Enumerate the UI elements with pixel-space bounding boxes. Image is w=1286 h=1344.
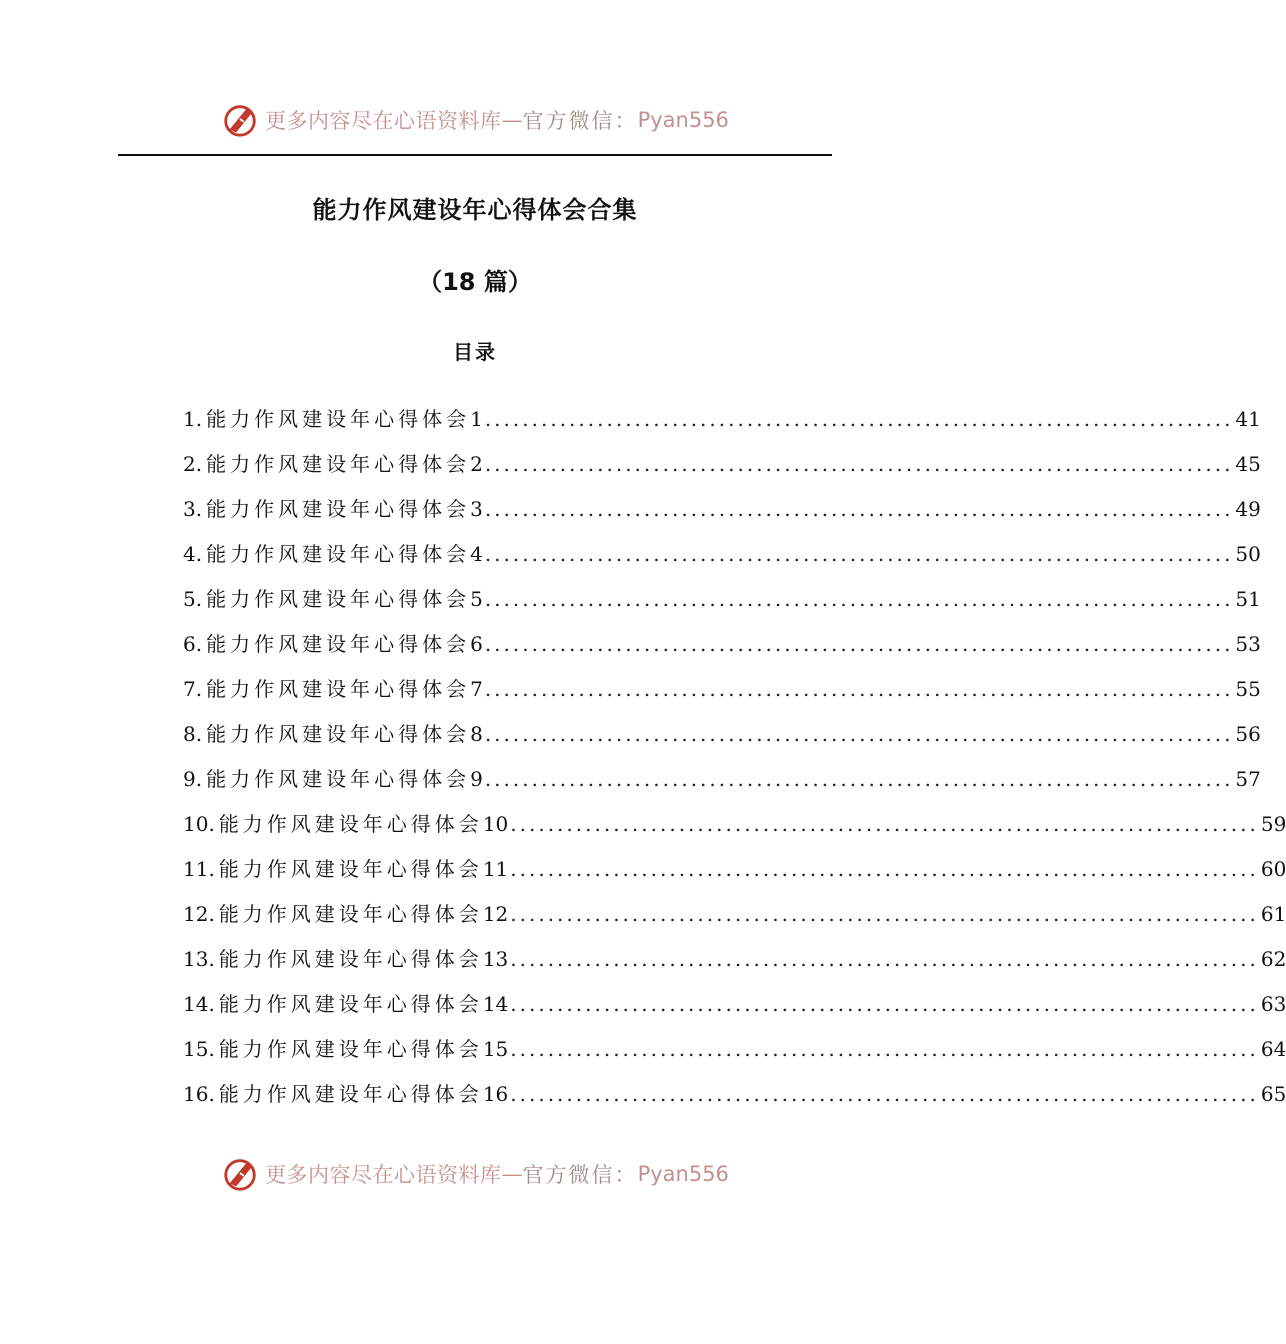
toc-entry[interactable] (183, 667, 1261, 712)
toc-entry-index: 11 (482, 857, 509, 881)
toc-entry[interactable] (183, 847, 1286, 892)
toc-entry-index: 14 (482, 992, 509, 1016)
toc-entry-label: 能力作风建设年心得体会 (218, 947, 483, 971)
toc-entry-index: 16 (482, 1082, 509, 1106)
toc-leader-dots: ................................................................................ (510, 812, 1259, 836)
toc-entry[interactable] (183, 622, 1261, 667)
toc-entry-label: 能力作风建设年心得体会 (206, 497, 471, 521)
toc-entry-label: 能力作风建设年心得体会 (218, 812, 483, 836)
toc-entry-number: 4. (183, 542, 203, 566)
toc-entry-label: 能力作风建设年心得体会 (218, 992, 483, 1016)
toc-entry-page: 55 (1235, 677, 1261, 701)
toc-entry-number: 2. (183, 452, 203, 476)
toc-entry-number: 15. (183, 1037, 215, 1061)
toc-entry-number: 8. (183, 722, 203, 746)
footer-banner (0, 1152, 950, 1196)
document-subtitle: （18 篇） (418, 268, 532, 296)
toc-entry-page: 61 (1260, 902, 1286, 926)
toc-entry[interactable] (183, 892, 1286, 937)
toc-entry-label: 能力作风建设年心得体会 (206, 587, 471, 611)
toc-entry-number: 7. (183, 677, 203, 701)
toc-entry-number: 16. (183, 1082, 215, 1106)
toc-entry[interactable] (183, 802, 1286, 847)
toc-entry-index: 4 (470, 542, 483, 566)
toc-leader-dots: ................................................................................ (510, 1082, 1259, 1106)
toc-entry-label: 能力作风建设年心得体会 (206, 677, 471, 701)
toc-entry[interactable] (183, 442, 1261, 487)
toc-leader-dots: ................................................................................ (484, 587, 1234, 611)
toc-entry-index: 6 (470, 632, 483, 656)
toc-entry-index: 5 (470, 587, 483, 611)
toc-entry-number: 13. (183, 947, 215, 971)
toc-entry-label: 能力作风建设年心得体会 (206, 542, 471, 566)
toc-entry-label: 能力作风建设年心得体会 (218, 1082, 483, 1106)
toc-entry-label: 能力作风建设年心得体会 (218, 902, 483, 926)
toc-leader-dots: ................................................................................ (484, 497, 1234, 521)
toc-entry-label: 能力作风建设年心得体会 (218, 1037, 483, 1061)
toc-entry-number: 11. (183, 857, 215, 881)
toc-entry-label: 能力作风建设年心得体会 (206, 767, 471, 791)
toc-entry-number: 3. (183, 497, 203, 521)
banner-text: 更多内容尽在心语资料库 (265, 1163, 502, 1187)
toc-entry-page: 51 (1235, 587, 1261, 611)
toc-entry-page: 56 (1235, 722, 1261, 746)
toc-entry-index: 15 (482, 1037, 509, 1061)
toc-entry-number: 6. (183, 632, 203, 656)
header-rule (118, 154, 832, 156)
toc-entry-page: 45 (1235, 452, 1261, 476)
toc-entry[interactable] (183, 487, 1261, 532)
banner-wechat-id: Pyan556 (637, 108, 729, 132)
toc-entry-index: 12 (482, 902, 509, 926)
toc-entry-page: 60 (1260, 857, 1286, 881)
toc-entry-number: 14. (183, 992, 215, 1016)
toc-entry-index: 9 (470, 767, 483, 791)
toc-entry[interactable] (183, 532, 1261, 577)
toc-entry-index: 3 (470, 497, 483, 521)
pen-logo-icon (221, 1155, 259, 1193)
toc-entry[interactable] (183, 397, 1261, 442)
toc-entry-label: 能力作风建设年心得体会 (206, 632, 471, 656)
toc-entry[interactable] (183, 1027, 1286, 1072)
toc-entry-label: 能力作风建设年心得体会 (206, 722, 471, 746)
banner-dash: — (501, 108, 523, 132)
toc-leader-dots: ................................................................................ (484, 767, 1234, 791)
toc-leader-dots: ................................................................................ (510, 992, 1259, 1016)
toc-entry-page: 62 (1260, 947, 1286, 971)
toc-entry-page: 63 (1260, 992, 1286, 1016)
toc-entry-number: 1. (183, 407, 203, 431)
toc-entry-label: 能力作风建设年心得体会 (206, 452, 471, 476)
toc-entry-number: 9. (183, 767, 203, 791)
toc-entry[interactable] (183, 1072, 1286, 1117)
toc-leader-dots: ................................................................................ (510, 857, 1259, 881)
toc-entry-number: 10. (183, 812, 215, 836)
toc-heading: 目录 (453, 340, 497, 364)
toc-leader-dots: ................................................................................ (510, 947, 1259, 971)
toc-entry[interactable] (183, 712, 1261, 757)
toc-entry-index: 2 (470, 452, 483, 476)
toc-leader-dots: ................................................................................ (510, 902, 1259, 926)
banner-official-label: 官方微信： (522, 1163, 638, 1187)
header-banner (0, 98, 950, 142)
toc-leader-dots: ................................................................................ (510, 1037, 1259, 1061)
banner-official-label: 官方微信： (522, 109, 638, 133)
toc-entry-page: 59 (1260, 812, 1286, 836)
toc-entry[interactable] (183, 982, 1286, 1027)
toc-entry-page: 65 (1260, 1082, 1286, 1106)
toc-entry[interactable] (183, 757, 1261, 802)
table-of-contents (183, 397, 1286, 1117)
banner-wechat-id: Pyan556 (637, 1162, 729, 1186)
toc-leader-dots: ................................................................................ (484, 452, 1234, 476)
toc-entry-label: 能力作风建设年心得体会 (206, 407, 471, 431)
toc-entry-page: 50 (1235, 542, 1261, 566)
toc-entry-label: 能力作风建设年心得体会 (218, 857, 483, 881)
toc-entry[interactable] (183, 577, 1261, 622)
toc-leader-dots: ................................................................................ (484, 407, 1234, 431)
toc-entry-page: 57 (1235, 767, 1261, 791)
banner-dash: — (501, 1162, 523, 1186)
toc-entry-index: 10 (482, 812, 509, 836)
banner-text: 更多内容尽在心语资料库 (265, 109, 502, 133)
toc-entry-index: 7 (470, 677, 483, 701)
toc-leader-dots: ................................................................................ (484, 677, 1234, 701)
toc-entry-page: 49 (1235, 497, 1261, 521)
toc-leader-dots: ................................................................................ (484, 632, 1234, 656)
toc-entry-number: 5. (183, 587, 203, 611)
toc-leader-dots: ................................................................................ (484, 722, 1234, 746)
toc-entry-page: 41 (1235, 407, 1261, 431)
toc-entry-index: 1 (470, 407, 483, 431)
toc-entry-index: 8 (470, 722, 483, 746)
toc-entry-index: 13 (482, 947, 509, 971)
toc-entry-page: 64 (1260, 1037, 1286, 1061)
toc-leader-dots: ................................................................................ (484, 542, 1234, 566)
document-title: 能力作风建设年心得体会合集 (312, 196, 638, 224)
toc-entry-number: 12. (183, 902, 215, 926)
pen-logo-icon (221, 101, 259, 139)
toc-entry-page: 53 (1235, 632, 1261, 656)
toc-entry[interactable] (183, 937, 1286, 982)
